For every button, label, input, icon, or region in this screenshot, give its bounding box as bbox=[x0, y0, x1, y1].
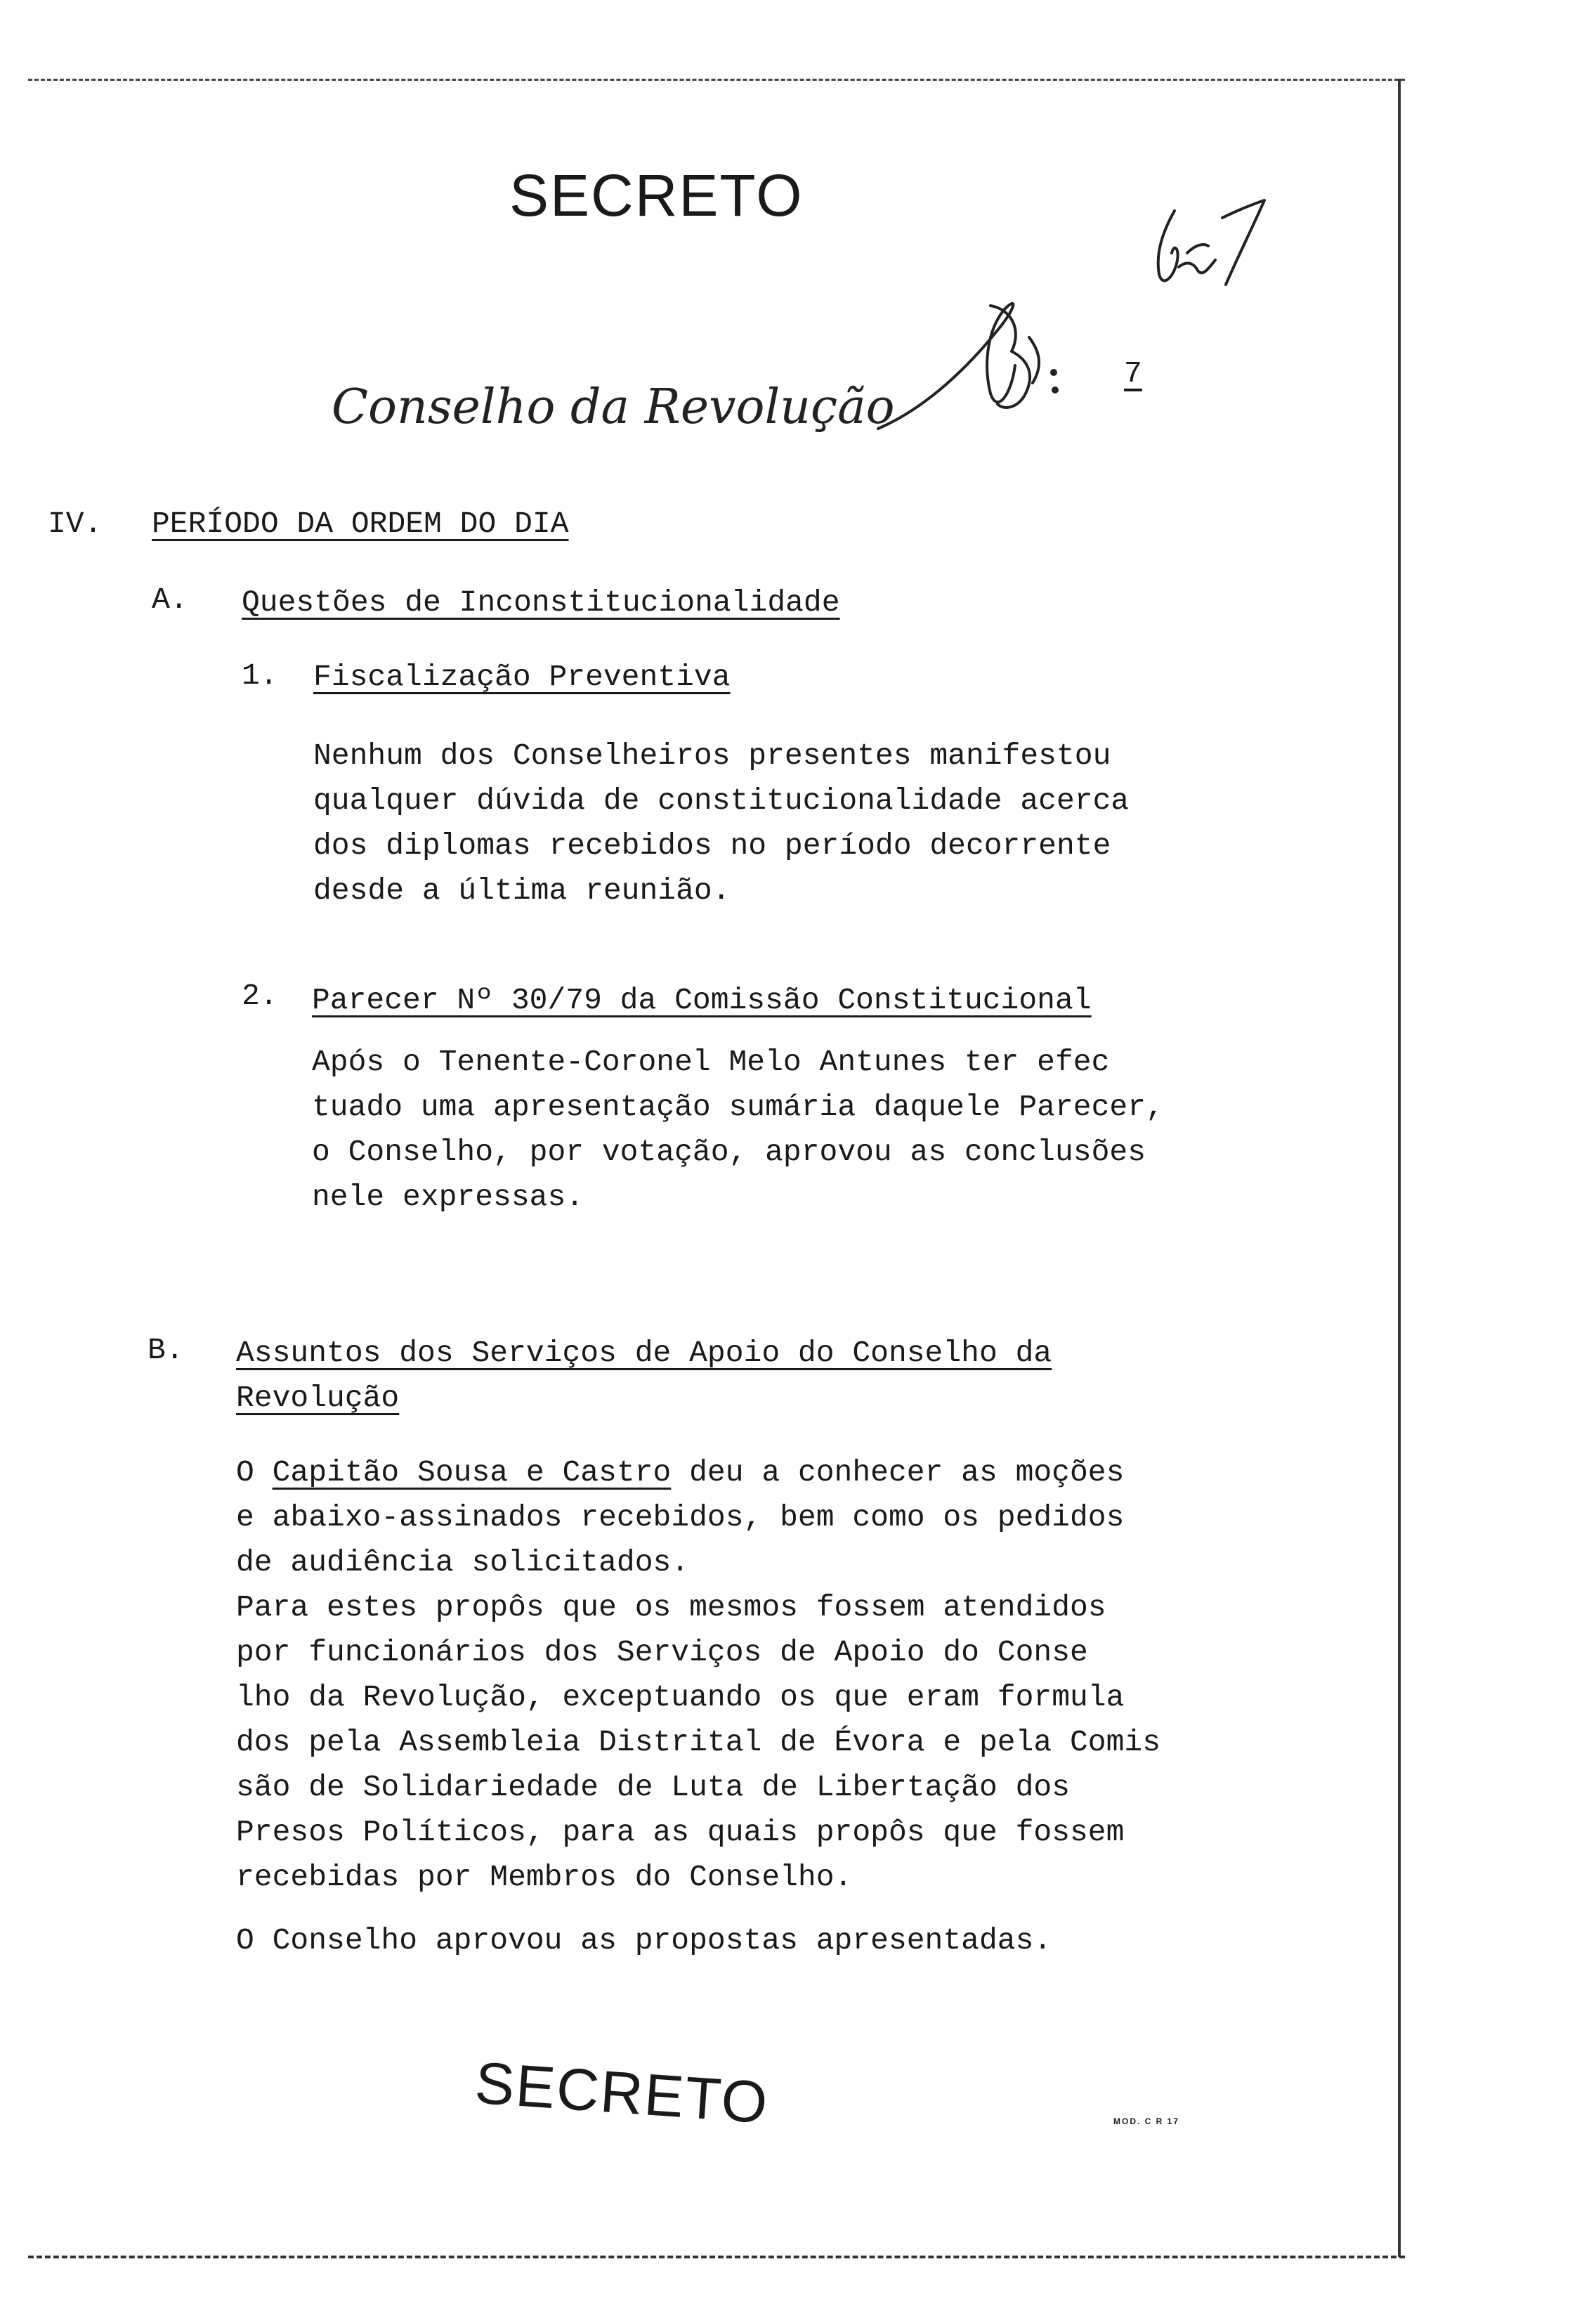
item-2-paragraph bbox=[312, 1040, 1164, 1220]
page-number: 7 bbox=[1124, 356, 1142, 391]
item-2-number: 2. bbox=[242, 979, 278, 1013]
text-line: por funcionários dos Serviços de Apoio do Conse bbox=[236, 1635, 1088, 1670]
item-1-title: Fiscalização Preventiva bbox=[313, 660, 731, 694]
text-lead: O bbox=[236, 1455, 273, 1490]
text-line bbox=[236, 1450, 1124, 1495]
text-line: Para estes propôs que os mesmos fossem atendidos bbox=[236, 1590, 1106, 1625]
section-b-paragraph-3: O Conselho aprovou as propostas apresentadas. bbox=[236, 1923, 1052, 1958]
text-line: nele expressas. bbox=[312, 1180, 584, 1214]
text-line: qualquer dúvida de constitucionalidade acerca bbox=[313, 783, 1130, 818]
text-line: lho da Revolução, exceptuando os que eram formula bbox=[236, 1680, 1125, 1715]
section-b-title bbox=[236, 1331, 1052, 1421]
text-line: dos diplomas recebidos no período decorrente bbox=[313, 828, 1111, 863]
text-line: recebidas por Membros do Conselho. bbox=[236, 1860, 853, 1894]
letterhead: Conselho da Revolução bbox=[332, 379, 895, 435]
section-b-paragraph-2 bbox=[236, 1585, 1160, 1900]
text-line: dos pela Assembleia Distrital de Évora e pela Comis bbox=[236, 1725, 1161, 1759]
item-1-paragraph bbox=[313, 734, 1129, 913]
text-line: desde a última reunião. bbox=[313, 873, 731, 908]
text-line: Presos Políticos, para as quais propôs que fossem bbox=[236, 1815, 1125, 1849]
item-2-title: Parecer Nº 30/79 da Comissão Constitucional bbox=[312, 983, 1092, 1017]
text-line: Após o Tenente-Coronel Melo Antunes ter efec bbox=[312, 1045, 1110, 1079]
section-b-number: B. bbox=[148, 1333, 184, 1367]
text-line: e abaixo-assinados recebidos, bem como os pedidos bbox=[236, 1500, 1125, 1535]
item-1-number: 1. bbox=[242, 658, 278, 693]
section-b-paragraph-1 bbox=[236, 1450, 1124, 1585]
section-b-title-line: Revolução bbox=[236, 1381, 400, 1415]
form-code: MOD. C R 17 bbox=[1113, 2116, 1180, 2126]
secret-stamp-bottom: SECRETO bbox=[473, 2049, 771, 2136]
section-a-number: A. bbox=[152, 583, 188, 617]
text-rest: deu a conhecer as moções bbox=[671, 1455, 1125, 1490]
text-line: de audiência solicitados. bbox=[236, 1545, 690, 1580]
section-a-title: Questões de Inconstitucionalidade bbox=[242, 585, 840, 620]
secret-stamp-top: SECRETO bbox=[509, 162, 804, 228]
text-line: são de Solidariedade de Luta de Libertação dos bbox=[236, 1770, 1070, 1804]
text-line: o Conselho, por votação, aprovou as conclusões bbox=[312, 1135, 1146, 1169]
section-iv-title: PERÍODO DA ORDEM DO DIA bbox=[152, 507, 569, 541]
section-b-title-line: Assuntos dos Serviços de Apoio do Conselho da bbox=[236, 1336, 1052, 1370]
text-line: tuado uma apresentação sumária daquele Parecer, bbox=[312, 1090, 1164, 1124]
text-line: Nenhum dos Conselheiros presentes manifestou bbox=[313, 739, 1111, 773]
person-name: Capitão Sousa e Castro bbox=[272, 1455, 672, 1490]
section-iv-number: IV. bbox=[48, 507, 103, 541]
